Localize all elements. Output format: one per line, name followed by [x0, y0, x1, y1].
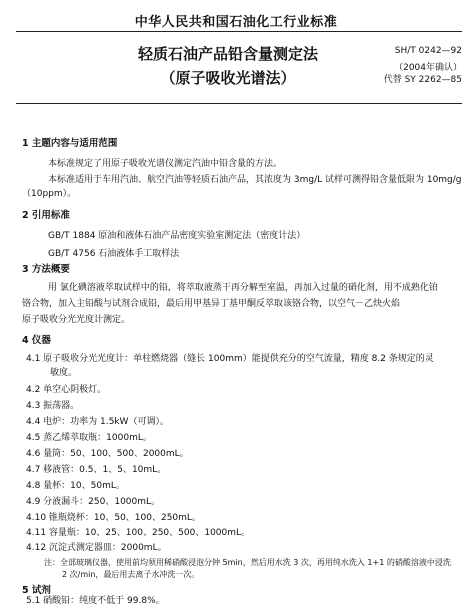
document-subtitle: （原子吸收光谱法） — [160, 69, 296, 87]
instrument-4-12: 4.12 沉淀式测定器皿：2000mL。 — [26, 543, 167, 553]
confirm-year: （2004年确认） — [394, 63, 462, 73]
title-rule — [16, 103, 462, 104]
instrument-4-10: 4.10 锥瓶烧杯：10、50、100、250mL。 — [26, 513, 201, 523]
section-1-para-2-cont: （10ppm）。 — [22, 189, 77, 199]
section-3-line-2: 铬合物，加入主铅酸与试剂合成铅，最后用甲基异丁基甲酮反萃取该铬合物，以空气－乙炔火焰 — [22, 299, 401, 309]
section-1-para-2: 本标准适用于车用汽油、航空汽油等轻质石油产品，其浓度为 3mg/L 试样可测得铅含量低限为 10mg/g — [48, 175, 462, 185]
section-1-para-1: 本标准规定了用原子吸收光谱仪测定汽油中铅含量的方法。 — [48, 159, 283, 169]
instrument-4-2: 4.2 单空心阴极灯。 — [26, 385, 107, 395]
instrument-4-8: 4.8 量杯：10、50mL。 — [26, 481, 125, 491]
standard-header: 中华人民共和国石油化工行业标准 — [134, 15, 338, 30]
instrument-4-1-cont: 敏度。 — [50, 368, 78, 378]
instrument-4-5: 4.5 蒸乙烯萃取瓶：1000mL。 — [26, 433, 152, 443]
header-rule — [16, 31, 462, 32]
instrument-4-11: 4.11 容量瓶：10、25、100、250、500、1000mL。 — [26, 528, 251, 538]
reagent-5-1: 5.1 硝酸铅：纯度不低于 99.8%。 — [26, 596, 165, 606]
section-2-title: 2 引用标准 — [22, 210, 70, 221]
instrument-4-1: 4.1 原子吸收分光光度计：单柱燃烧器（缝长 100mm）能提供充分的空气流量，精度 8.2 条规定的灵 — [26, 354, 434, 364]
replaces-standard: 代替 SY 2262—85 — [383, 75, 462, 85]
reference-2: GB/T 4756 石油液体手工取样法 — [48, 249, 180, 259]
instrument-4-4: 4.4 电炉：功率为 1.5kW（可调）。 — [26, 417, 169, 427]
section-1-title: 1 主题内容与适用范围 — [22, 138, 118, 149]
section-3-line-1: 用 氯化碘溶液萃取试样中的铅，将萃取液蒸干再分解至室温，再加入过量的硝化剂，用不成熟化铂 — [48, 283, 438, 293]
instrument-4-7: 4.7 移液管：0.5、1、5、10mL。 — [26, 465, 167, 475]
section-4-title: 4 仪器 — [22, 335, 51, 346]
standard-code: SH/T 0242—92 — [394, 46, 462, 56]
instrument-note-line-2: 2 次/min，最后用去离子水冲洗一次。 — [62, 570, 200, 579]
instrument-note-line-1: 注：全部玻璃仪器，使用前均须用稀硝酸浸泡分钟 5min，然后用水洗 3 次，再用纯水洗入 1+1 的硝酸溶液中浸洗 — [44, 558, 451, 567]
section-5-title: 5 试剂 — [22, 585, 51, 596]
instrument-4-3: 4.3 振荡器。 — [26, 401, 80, 411]
document-title: 轻质石油产品铅含量测定法 — [137, 45, 318, 63]
instrument-4-9: 4.9 分液漏斗：250、1000mL。 — [26, 497, 161, 507]
instrument-4-6: 4.6 量筒：50、100、500、2000mL。 — [26, 449, 189, 459]
reference-1: GB/T 1884 原油和液体石油产品密度实验室测定法（密度计法） — [48, 231, 306, 241]
section-3-title: 3 方法概要 — [22, 264, 70, 275]
section-3-line-3: 原子吸收分光光度计测定。 — [22, 315, 131, 325]
